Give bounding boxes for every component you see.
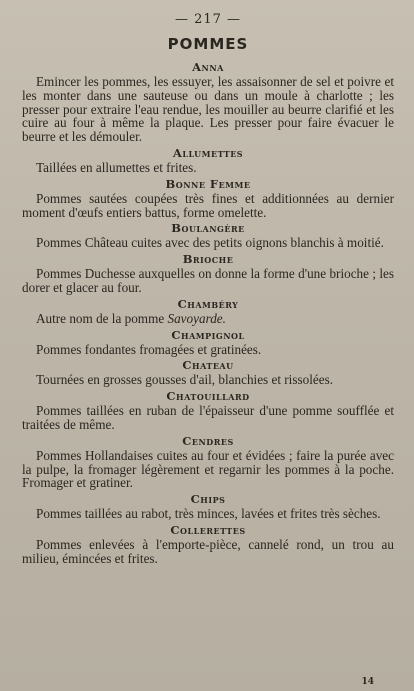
entry-text: Pommes taillées au rabot, très minces, lavées et frites très sèches. — [36, 506, 381, 522]
entry-text: Pommes Duchesse auxquelles on donne la forme d'une brioche ; les dorer et glacer au four. — [22, 266, 394, 295]
entry-heading: Chatouillard — [166, 389, 250, 404]
entry-text: Pommes Hollandaises cuites au four et évidées ; faire la purée avec la pulpe, la fromager légèrement et regarnir les pommes à la poche. Fromager et gratiner. — [22, 447, 394, 491]
entry-heading: Brioche — [182, 252, 234, 267]
entry-heading: Cendres — [182, 433, 234, 448]
entry-anna — [22, 61, 394, 144]
entry-heading: Boulangère — [171, 221, 245, 236]
entry-chateau — [22, 359, 394, 387]
page-number: — 217 — — [174, 12, 242, 27]
entry-chatouillard — [22, 390, 394, 432]
entry-allumettes — [22, 147, 394, 175]
entry-heading: Allumettes — [172, 145, 244, 160]
entry-heading: Anna — [192, 60, 224, 74]
entry-collerettes — [22, 524, 394, 566]
entry-text: Pommes sautées coupées très fines et additionnées au dernier moment d'œufs entiers battus, forme omelette. — [22, 190, 394, 220]
entry-bonne-femme — [22, 178, 394, 220]
entry-heading: Champignol — [171, 327, 245, 342]
entry-cendres — [22, 435, 394, 490]
entry-heading: Chips — [190, 492, 226, 507]
entry-heading: Chambéry — [177, 296, 239, 311]
entry-champignol — [22, 329, 394, 357]
entry-heading: Bonne Femme — [165, 176, 251, 191]
entry-brioche — [22, 253, 394, 295]
page-title: POMMES — [167, 35, 249, 53]
entry-text-plain: Autre nom de la pomme — [36, 310, 165, 326]
entry-heading: Chateau — [182, 358, 234, 373]
entry-text: Pommes Château cuites avec des petits oignons blanchis à moitié. — [36, 235, 384, 251]
entry-chips — [22, 493, 394, 521]
entry-chambery — [22, 298, 394, 326]
folio-number: 14 — [361, 677, 374, 687]
entry-text: Emincer les pommes, les essuyer, les assaisonner de sel et poivre et les monter dans une sauteuse ou dans un moule à charlotte ; les presser pour extraire l'eau rendue, les mouiller au beurre clarifié et les cuire au four à même la plaque. Les presser pour faire évacuer le beurre et les démouler. — [22, 74, 394, 145]
entry-text — [22, 312, 394, 326]
entry-text: Pommes taillées en ruban de l'épaisseur d'une pomme soufflée et traitées de même. — [22, 403, 394, 432]
entry-text: Tournées en grosses gousses d'ail, blanchies et rissolées. — [36, 372, 334, 388]
entry-text: Taillées en allumettes et frites. — [36, 159, 197, 175]
entry-text: Pommes fondantes fromagées et gratinées. — [36, 341, 262, 357]
entry-text-italic: Savoyarde. — [167, 310, 226, 326]
entry-heading: Collerettes — [170, 522, 246, 537]
entry-boulangere — [22, 222, 394, 250]
entry-text: Pommes enlevées à l'emporte-pièce, cannelé rond, un trou au milieu, émincées et frites. — [22, 536, 394, 566]
